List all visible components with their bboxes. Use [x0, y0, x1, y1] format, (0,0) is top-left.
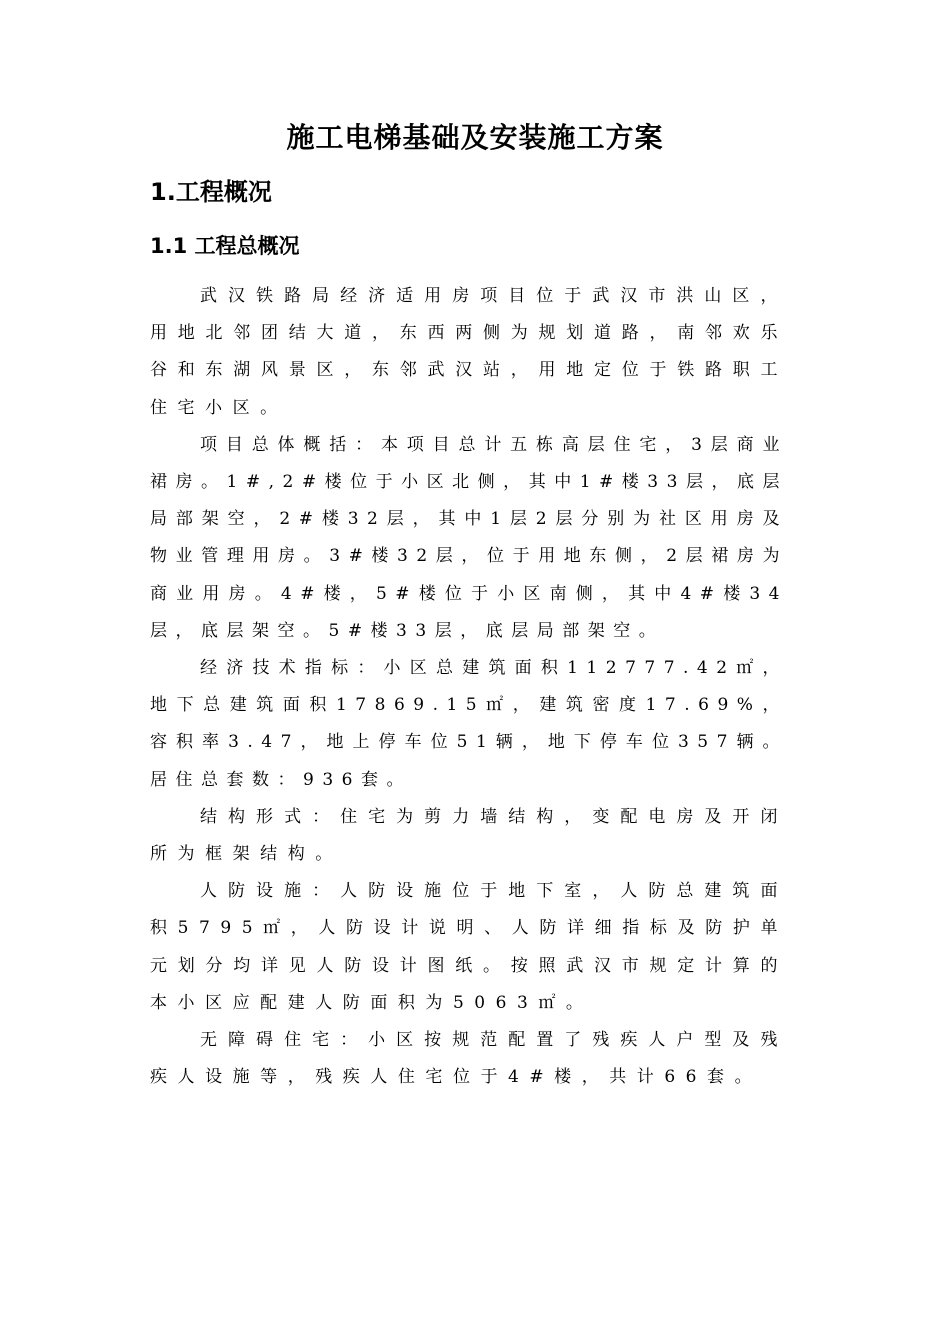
section-heading-1-1: 1.1 工程总概况 [150, 234, 300, 258]
paragraph-project-overview: 项目总体概括：本项目总计五栋高层住宅，3层商业裙房。1#,2#楼位于小区北侧，其中1#楼33层，底层局部架空，2#楼32层，其中1层2层分别为社区用房及物业管理用房。3#楼32层，位于用地东侧，2层裙房为商业用房。4#楼，5#楼位于小区南侧，其中4#楼34层，底层架空。5#楼33层，底层局部架空。 [150, 434, 788, 641]
document-body [150, 278, 788, 1096]
paragraph-structure-form: 结构形式：住宅为剪力墙结构，变配电房及开闭所为框架结构。 [150, 806, 788, 865]
paragraph-economic-indicators: 经济技术指标：小区总建筑面积112777.42㎡，地下总建筑面积17869.15㎡，建筑密度17.69%，容积率3.47，地上停车位51辆，地下停车位357辆。居住总套数：936套。 [150, 658, 788, 790]
paragraph-civil-defense: 人防设施：人防设施位于地下室，人防总建筑面积5795㎡，人防设计说明、人防详细指标及防护单元划分均详见人防设计图纸。按照武汉市规定计算的本小区应配建人防面积为5063㎡。 [150, 881, 788, 1013]
paragraph-project-location: 武汉铁路局经济适用房项目位于武汉市洪山区，用地北邻团结大道，东西两侧为规划道路，南邻欢乐谷和东湖风景区，东邻武汉站，用地定位于铁路职工住宅小区。 [150, 286, 788, 418]
section-heading-1: 1.工程概况 [150, 178, 272, 206]
document-title: 施工电梯基础及安装施工方案 [286, 121, 664, 154]
paragraph-accessible-housing: 无障碍住宅：小区按规范配置了残疾人户型及残疾人设施等，残疾人住宅位于4#楼，共计66套。 [150, 1030, 788, 1088]
